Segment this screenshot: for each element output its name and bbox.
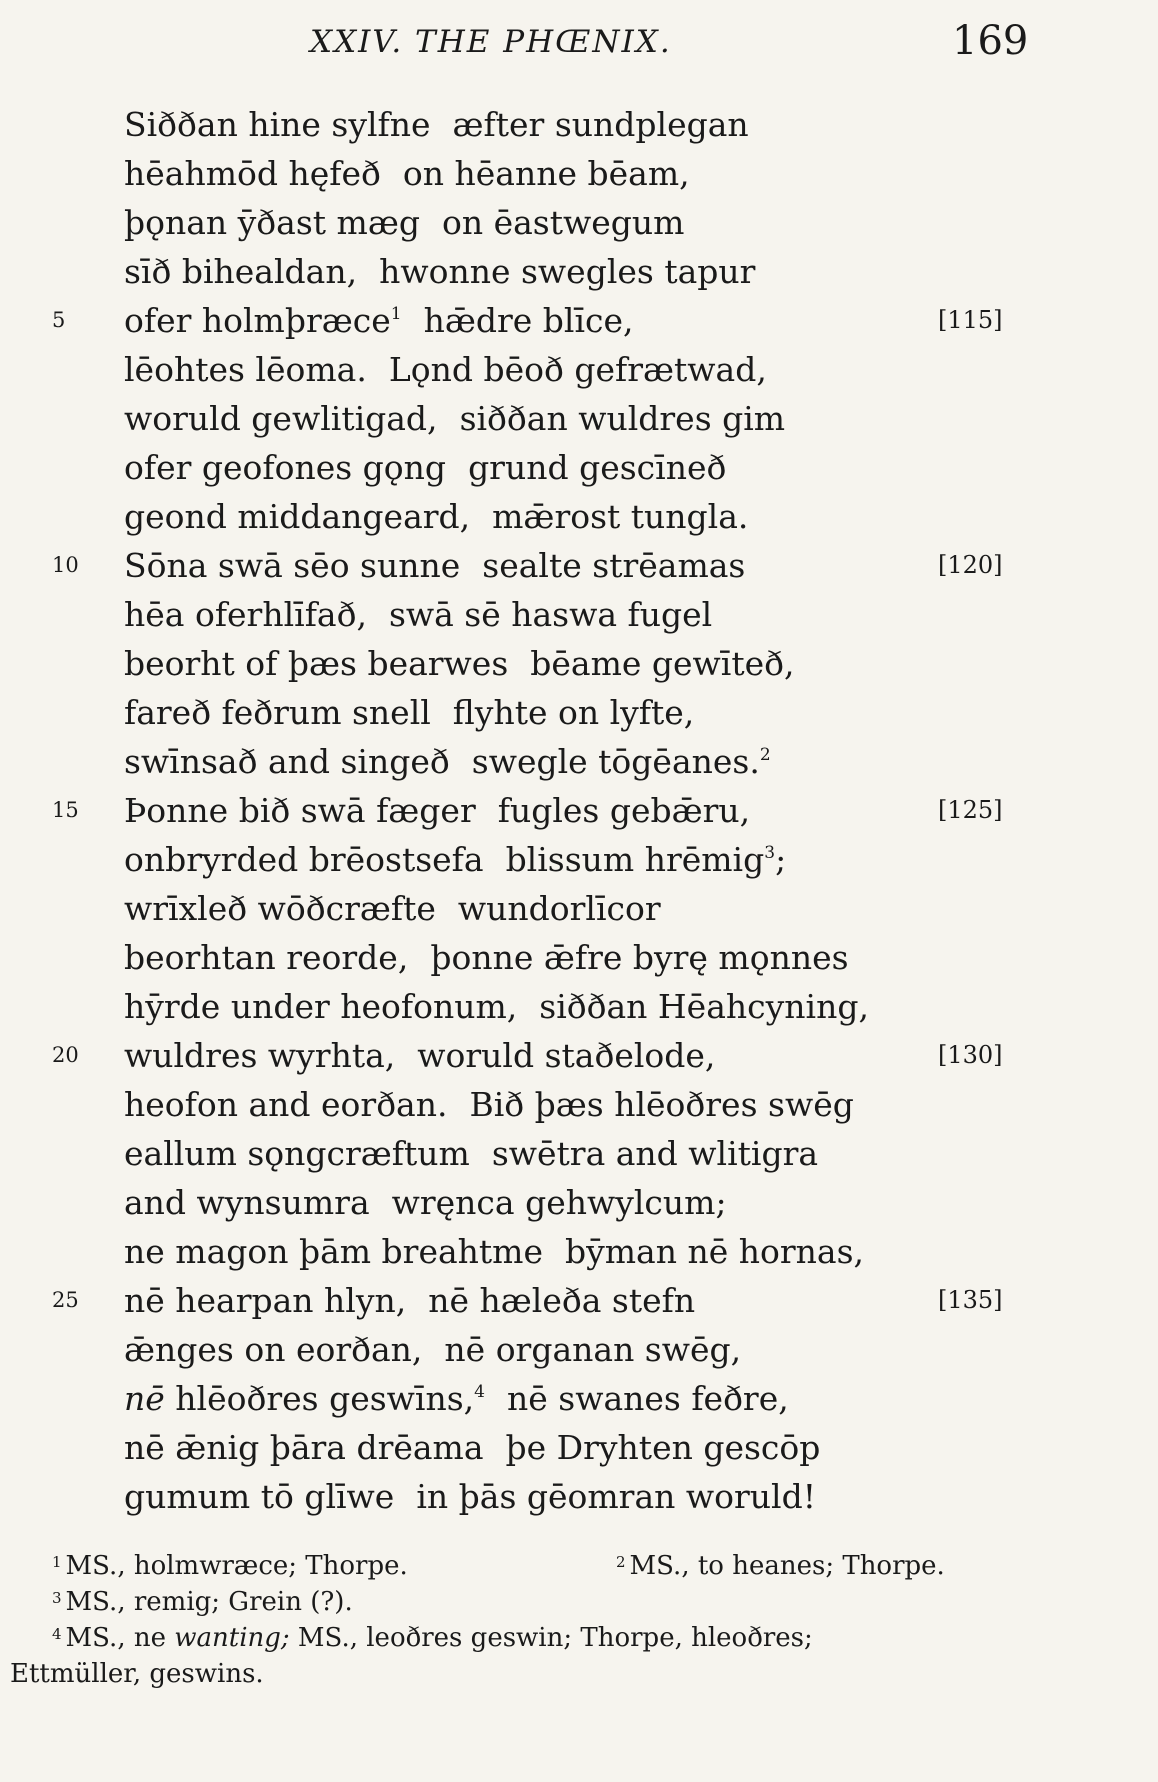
line-text — [124, 492, 748, 541]
line-text — [124, 296, 634, 345]
second-half-line: bēame gewīteð, — [530, 644, 795, 683]
first-half-line: hēa oferhlīfað, — [124, 595, 367, 634]
footnote-ref: 3 — [764, 843, 776, 863]
verse-line — [0, 247, 1158, 296]
line-number: 10 — [52, 553, 79, 577]
first-half-line: sīð bihealdan, — [124, 252, 358, 291]
verse-line — [0, 1472, 1158, 1521]
first-half-line: woruld gewlitigad, — [124, 399, 438, 438]
verse-line — [0, 541, 1158, 590]
line-text — [124, 1423, 820, 1472]
second-half-line: fugles gebǣru, — [497, 791, 751, 830]
verse-line — [0, 737, 1158, 786]
line-text — [124, 247, 755, 296]
verse-line — [0, 1374, 1158, 1423]
line-text — [124, 1227, 864, 1276]
verse-line — [0, 933, 1158, 982]
verse-line — [0, 884, 1158, 933]
second-half-line: wręnca gehwylcum; — [391, 1183, 727, 1222]
line-text — [124, 884, 661, 933]
line-text — [124, 1276, 695, 1325]
first-half-line: heofon and eorðan. — [124, 1085, 448, 1124]
line-text — [124, 394, 785, 443]
verse-line — [0, 639, 1158, 688]
verse-line — [0, 296, 1158, 345]
footnote-3: $^3$ MS., remig; Grein (?). — [52, 1587, 353, 1617]
second-half-line: hwonne swegles tapur — [379, 252, 756, 291]
footnote-row — [0, 1584, 1158, 1620]
footnote-4-continued: Ettmüller, geswins. — [10, 1659, 264, 1689]
line-text — [124, 835, 786, 884]
verse-line — [0, 688, 1158, 737]
line-count-marker: [115] — [938, 306, 1003, 334]
second-half-line: nē organan swēg, — [444, 1330, 742, 1369]
second-half-line: on ēastwegum — [441, 203, 685, 242]
first-half-line: swīnsað and singeð — [124, 742, 450, 781]
verse-line — [0, 1325, 1158, 1374]
first-half-line: fareð feðrum snell — [124, 693, 431, 732]
verse-line — [0, 198, 1158, 247]
footnote-ref: 4 — [474, 1382, 485, 1402]
second-half-line: bȳman nē hornas, — [565, 1232, 864, 1271]
line-text — [124, 1031, 715, 1080]
first-half-line: gumum tō glīwe — [124, 1477, 395, 1516]
line-count-marker: [120] — [938, 551, 1003, 579]
first-half-line: hlēoðres geswīns, — [164, 1379, 475, 1418]
second-half-line: siððan Hēahcyning, — [539, 987, 869, 1026]
line-text — [124, 982, 869, 1031]
italic-word: nē — [124, 1379, 165, 1418]
first-half-line: geond middangeard, — [124, 497, 471, 536]
line-text — [124, 100, 749, 149]
line-count-marker: [125] — [938, 796, 1003, 824]
first-half-line: þǫnan ȳðast mæg — [124, 203, 420, 242]
second-half-line: siððan wuldres gim — [459, 399, 786, 438]
footnote-ref: 1 — [390, 304, 402, 324]
verse-line — [0, 835, 1158, 884]
verse-line — [0, 492, 1158, 541]
line-text — [124, 1472, 816, 1521]
line-number: 25 — [52, 1288, 79, 1312]
second-half-line: wundorlīcor — [457, 889, 661, 928]
verse-line — [0, 590, 1158, 639]
line-text — [124, 590, 712, 639]
second-half-line: þonne ǣfre byrę mǫnnes — [430, 938, 849, 977]
first-half-line: lēohtes lēoma. — [124, 350, 367, 389]
first-half-line: hȳrde under heofonum, — [124, 987, 518, 1026]
footnote-ref: 2 — [759, 745, 771, 765]
first-half-line: nē ǣnig þāra drēama — [124, 1428, 484, 1467]
first-half-line: wrīxleð wōðcræfte — [124, 889, 436, 928]
second-half-line: in þās gēomran woruld! — [416, 1477, 816, 1516]
first-half-line: eallum sǫngcræftum — [124, 1134, 470, 1173]
footnote-row — [0, 1620, 1158, 1656]
first-half-line: hēahmōd hęfeð — [124, 154, 381, 193]
second-half-line: grund gescīneð — [468, 448, 727, 487]
line-text — [124, 1080, 854, 1129]
first-half-line: ne magon þām breahtme — [124, 1232, 543, 1271]
verse-line — [0, 1129, 1158, 1178]
line-count-marker: [135] — [938, 1286, 1003, 1314]
second-half-line: hǣdre blīce, — [423, 301, 634, 340]
line-text — [124, 737, 771, 786]
running-title: XXIV. THE PHŒNIX. — [310, 24, 672, 60]
verse-block — [0, 100, 1158, 1521]
footnote-row — [0, 1548, 1158, 1584]
first-half-line: and wynsumra — [124, 1183, 370, 1222]
verse-line — [0, 1178, 1158, 1227]
line-text — [124, 1129, 818, 1178]
line-number: 5 — [52, 308, 66, 332]
second-half-line: woruld staðelode, — [417, 1036, 716, 1075]
second-half-line: on hēanne bēam, — [402, 154, 690, 193]
second-half-line: blissum hrēmig — [505, 840, 765, 879]
second-half-line: sealte strēamas — [482, 546, 746, 585]
line-number: 15 — [52, 798, 79, 822]
running-head — [0, 18, 1158, 68]
verse-line — [0, 1227, 1158, 1276]
footnotes — [0, 1548, 1158, 1692]
line-text — [124, 541, 745, 590]
verse-line — [0, 100, 1158, 149]
line-text — [124, 639, 795, 688]
verse-line — [0, 982, 1158, 1031]
second-half-line: nē hæleða stefn — [428, 1281, 696, 1320]
first-half-line: beorht of þæs bearwes — [124, 644, 509, 683]
verse-line — [0, 149, 1158, 198]
footnote-2: $^2$ MS., to heanes; Thorpe. — [616, 1551, 945, 1581]
line-text — [124, 198, 684, 247]
second-half-line: nē swanes feðre, — [506, 1379, 789, 1418]
first-half-line: beorhtan reorde, — [124, 938, 409, 977]
verse-line — [0, 1423, 1158, 1472]
second-half-line: flyhte on lyfte, — [452, 693, 695, 732]
line-text — [124, 933, 849, 982]
footnote-1: $^1$ MS., holmwræce; Thorpe. — [52, 1551, 408, 1581]
first-half-line: nē hearpan hlyn, — [124, 1281, 407, 1320]
first-half-line: Siððan hine sylfne — [124, 105, 431, 144]
verse-line — [0, 443, 1158, 492]
page-number: 169 — [952, 18, 1029, 64]
first-half-line: Þonne bið swā fæger — [124, 791, 476, 830]
second-half-line: þe Dryhten gescōp — [505, 1428, 821, 1467]
line-count-marker: [130] — [938, 1041, 1003, 1069]
line-text — [124, 1325, 741, 1374]
footnote-row — [0, 1656, 1158, 1692]
line-text — [124, 149, 690, 198]
verse-line — [0, 786, 1158, 835]
verse-line — [0, 1276, 1158, 1325]
second-half-line: mǣrost tungla. — [492, 497, 749, 536]
second-half-line: Lǫnd bēoð gefrætwad, — [388, 350, 767, 389]
verse-line — [0, 345, 1158, 394]
line-text — [124, 786, 750, 835]
first-half-line: wuldres wyrhta, — [124, 1036, 396, 1075]
verse-line — [0, 394, 1158, 443]
line-text — [124, 345, 767, 394]
first-half-line: ofer geofones gǫng — [124, 448, 447, 487]
first-half-line: ofer holmþræce — [124, 301, 391, 340]
line-text — [124, 688, 694, 737]
line-text — [124, 1374, 789, 1423]
first-half-line: Sōna swā sēo sunne — [124, 546, 461, 585]
footnote-4: $^4$ MS., ne wanting; MS., leoðres geswin; Thorpe, hleoðres; — [52, 1623, 813, 1653]
second-half-line: æfter sundplegan — [452, 105, 749, 144]
first-half-line: ǣnges on eorðan, — [124, 1330, 423, 1369]
verse-line — [0, 1080, 1158, 1129]
second-half-line: swā sē haswa fugel — [388, 595, 713, 634]
line-text — [124, 443, 726, 492]
second-half-line: Bið þæs hlēoðres swēg — [469, 1085, 854, 1124]
first-half-line: onbryrded brēostsefa — [124, 840, 484, 879]
line-text — [124, 1178, 727, 1227]
verse-line — [0, 1031, 1158, 1080]
line-number: 20 — [52, 1043, 79, 1067]
punctuation: ; — [775, 840, 787, 879]
second-half-line: swētra and wlitigra — [491, 1134, 819, 1173]
second-half-line: swegle tōgēanes. — [471, 742, 760, 781]
